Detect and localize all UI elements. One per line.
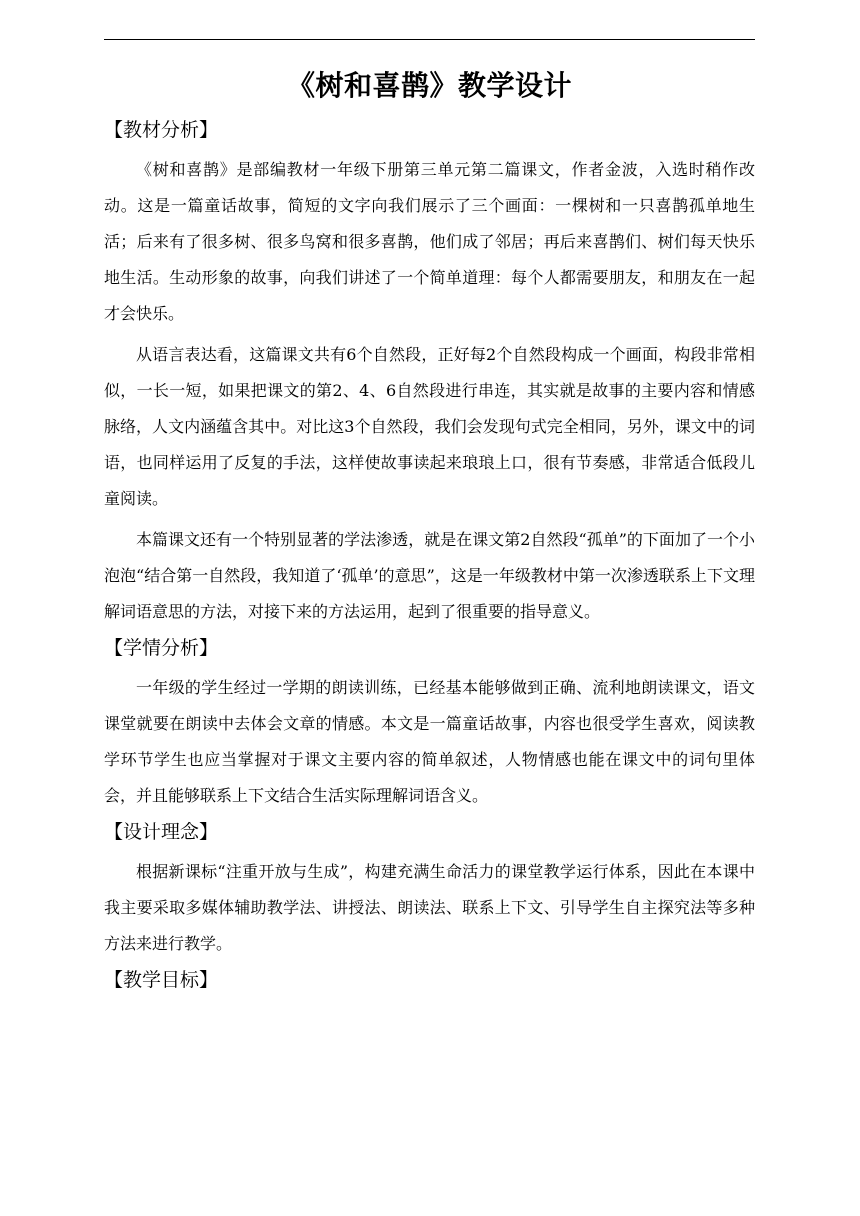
section-heading-teaching-goals: 【教学目标】 — [104, 969, 219, 991]
section-heading-textbook-analysis: 【教材分析】 — [104, 119, 219, 141]
paragraph: 本篇课文还有一个特别显著的学法渗透，就是在课文第2自然段“孤单”的下面加了一个小泡泡“结合第一自然段，我知道了‘孤单’的意思”，这是一年级教材中第一次渗透联系上下文理解词语意思的方法，对接下来的方法运用，起到了很重要的指导意义。 — [104, 530, 755, 621]
paragraph: 《树和喜鹊》是部编教材一年级下册第三单元第二篇课文，作者金波，入选时稍作改动。这是一篇童话故事，简短的文字向我们展示了三个画面：一棵树和一只喜鹊孤单地生活；后来有了很多树、很多鸟窝和很多喜鹊，他们成了邻居；再后来喜鹊们、树们每天快乐地生活。生动形象的故事，向我们讲述了一个简单道理：每个人都需要朋友，和朋友在一起才会快乐。 — [104, 160, 755, 323]
section-heading-student-analysis: 【学情分析】 — [104, 637, 219, 659]
paragraph: 一年级的学生经过一学期的朗读训练，已经基本能够做到正确、流利地朗读课文，语文课堂就要在朗读中去体会文章的情感。本文是一篇童话故事，内容也很受学生喜欢，阅读教学环节学生也应当掌握对于课文主要内容的简单叙述，人物情感也能在课文中的词句里体会，并且能够联系上下文结合生活实际理解词语含义。 — [104, 678, 755, 805]
section-heading-design-concept: 【设计理念】 — [104, 821, 219, 843]
header-rule — [104, 39, 755, 40]
document-title: 《树和喜鹊》教学设计 — [286, 69, 572, 102]
paragraph: 根据新课标“注重开放与生成”，构建充满生命活力的课堂教学运行体系，因此在本课中我主要采取多媒体辅助教学法、讲授法、朗读法、联系上下文、引导学生自主探究法等多种方法来进行教学。 — [104, 862, 755, 953]
paragraph: 从语言表达看，这篇课文共有6个自然段，正好每2个自然段构成一个画面，构段非常相似，一长一短，如果把课文的第2、4、6自然段进行串连，其实就是故事的主要内容和情感脉络，人文内涵蕴含其中。对比这3个自然段，我们会发现句式完全相同，另外，课文中的词语，也同样运用了反复的手法，这样使故事读起来琅琅上口，很有节奏感，非常适合低段儿童阅读。 — [104, 345, 755, 508]
document-body — [104, 114, 755, 996]
